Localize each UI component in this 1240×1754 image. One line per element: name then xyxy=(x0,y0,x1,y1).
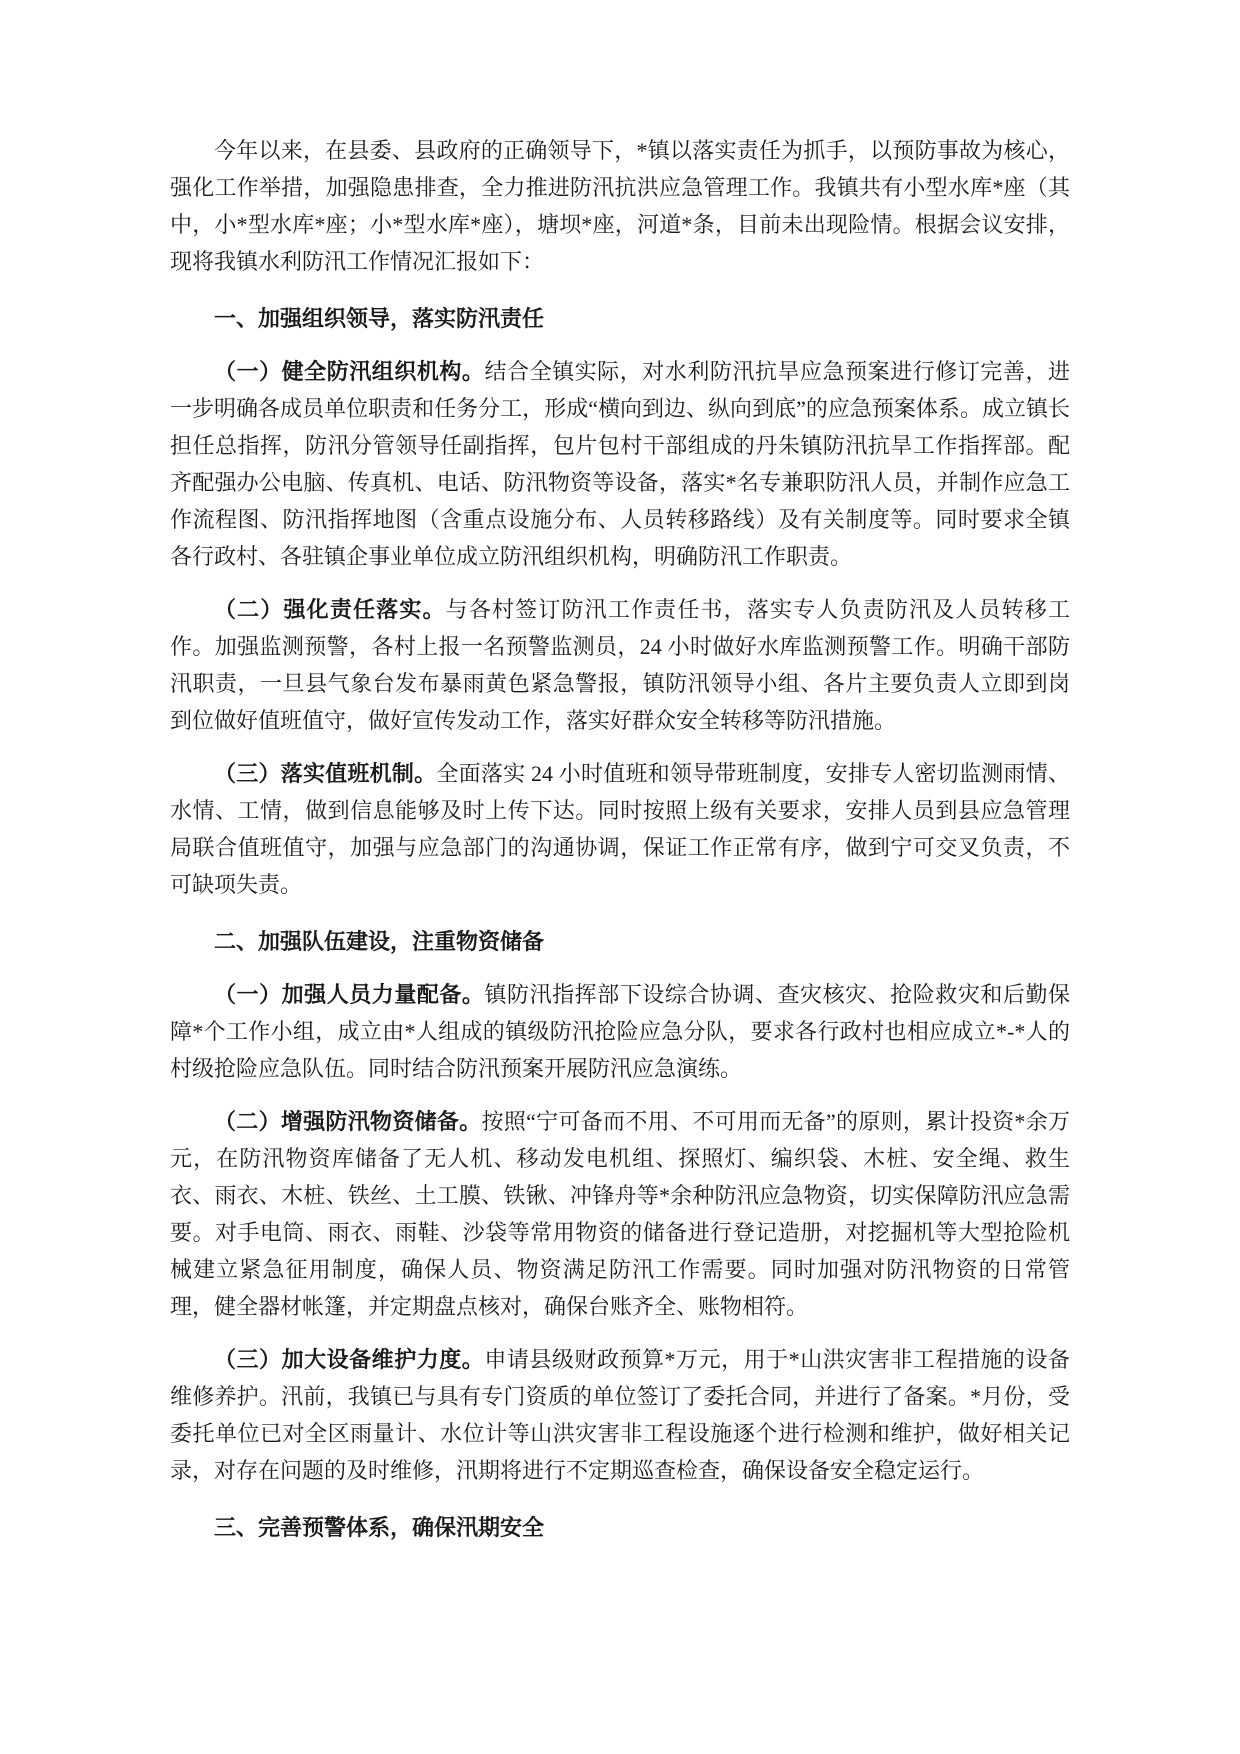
section-heading: 二、加强队伍建设，注重物资储备 xyxy=(214,929,545,954)
paragraph-lead: （三）落实值班机制。 xyxy=(214,761,437,786)
paragraph xyxy=(170,353,1070,575)
paragraph-text: 按照“宁可备而不用、不可用而无备”的原则，累计投资*余万元，在防汛物资库储备了无人机、移动发电机组、探照灯、编织袋、木桩、安全绳、救生衣、雨衣、木桩、铁丝、土工膜、铁锹、冲锋舟等*余种防汛应急物资，切实保障防汛应急需要。对手电筒、雨衣、雨鞋、沙袋等常用物资的储备进行登记造册，对挖掘机等大型抢险机械建立紧急征用制度，确保人员、物资满足防汛工作需要。同时加强对防汛物资的日常管理，健全器材帐篷，并定期盘点核对，确保台账齐全、账物相符。 xyxy=(170,1109,1070,1319)
paragraph-text: 全面落实 24 小时值班和领导带班制度，安排专人密切监测雨情、水情、工情，做到信息能够及时上传下达。同时按照上级有关要求，安排人员到县应急管理局联合值班值守，加强与应急部门的沟通协调，保证工作正常有序，做到宁可交叉负责，不可缺项失责。 xyxy=(170,761,1070,897)
paragraph-text: 与各村签订防汛工作责任书，落实专人负责防汛及人员转移工作。加强监测预警，各村上报一名预警监测员，24 小时做好水库监测预警工作。明确干部防汛职责，一旦县气象台发布暴雨黄色紧急警报，镇防汛领导小组、各片主要负责人立即到岗到位做好值班值守，做好宣传发动工作，落实好群众安全转移等防汛措施。 xyxy=(170,597,1070,733)
paragraph xyxy=(170,976,1070,1087)
paragraph-text: 结合全镇实际，对水利防汛抗旱应急预案进行修订完善，进一步明确各成员单位职责和任务分工，形成“横向到边、纵向到底”的应急预案体系。成立镇长担任总指挥，防汛分管领导任副指挥，包片包村干部组成的丹朱镇防汛抗旱工作指挥部。配齐配强办公电脑、传真机、电话、防汛物资等设备，落实*名专兼职防汛人员，并制作应急工作流程图、防汛指挥地图（含重点设施分布、人员转移路线）及有关制度等。同时要求全镇各行政村、各驻镇企事业单位成立防汛组织机构，明确防汛工作职责。 xyxy=(170,359,1070,569)
paragraph-lead: （一）健全防汛组织机构。 xyxy=(214,359,485,384)
paragraph-lead: （三）加大设备维护力度。 xyxy=(214,1347,485,1372)
paragraph-lead: （一）加强人员力量配备。 xyxy=(214,982,485,1007)
paragraph xyxy=(170,591,1070,739)
paragraph-text: 今年以来，在县委、县政府的正确领导下，*镇以落实责任为抓手，以预防事故为核心，强化工作举措，加强隐患排查，全力推进防汛抗洪应急管理工作。我镇共有小型水库*座（其中，小*型水库*座；小*型水库*座），塘坝*座，河道*条，目前未出现险情。根据会议安排，现将我镇水利防汛工作情况汇报如下： xyxy=(170,138,1070,274)
paragraph xyxy=(170,1103,1070,1325)
paragraph-lead: （二）强化责任落实。 xyxy=(214,597,446,622)
paragraph xyxy=(170,1341,1070,1489)
paragraph-text: 镇防汛指挥部下设综合协调、查灾核灾、抢险救灾和后勤保障*个工作小组，成立由*人组成的镇级防汛抢险应急分队，要求各行政村也相应成立*-*人的村级抢险应急队伍。同时结合防汛预案开展防汛应急演练。 xyxy=(170,982,1070,1081)
section-heading: 三、完善预警体系，确保汛期安全 xyxy=(214,1515,545,1540)
paragraph xyxy=(170,132,1070,280)
paragraph-lead: （二）增强防汛物资储备。 xyxy=(214,1109,482,1134)
section-heading: 一、加强组织领导，落实防汛责任 xyxy=(214,306,545,331)
paragraph-text: 申请县级财政预算*万元，用于*山洪灾害非工程措施的设备维修养护。汛前，我镇已与具有专门资质的单位签订了委托合同，并进行了备案。*月份，受委托单位已对全区雨量计、水位计等山洪灾害非工程设施逐个进行检测和维护，做好相关记录，对存在问题的及时维修，汛期将进行不定期巡查检查，确保设备安全稳定运行。 xyxy=(170,1347,1070,1483)
paragraph xyxy=(170,755,1070,903)
document-content xyxy=(170,132,1070,1546)
